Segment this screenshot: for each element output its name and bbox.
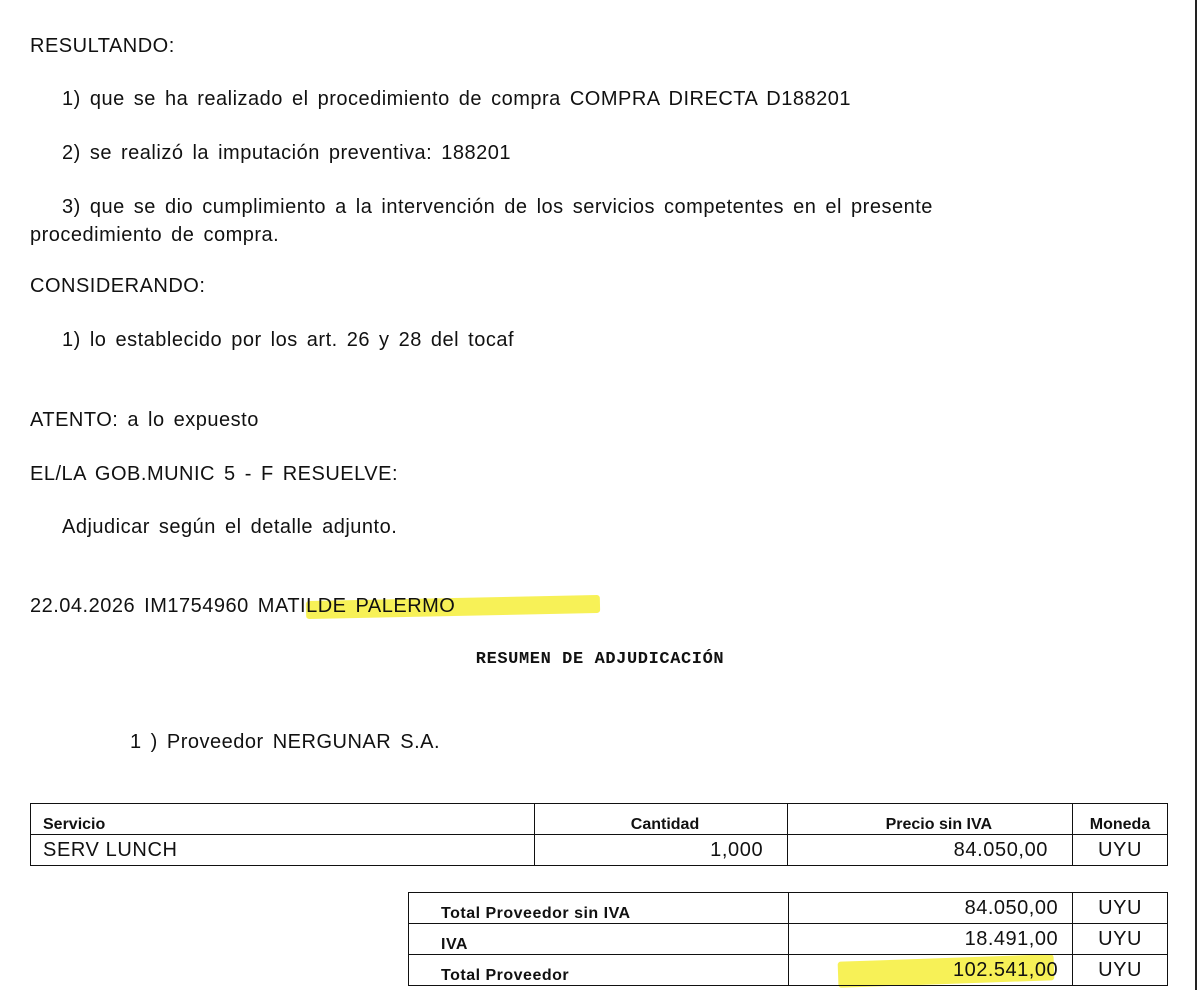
header-precio: Precio sin IVA bbox=[788, 804, 1073, 835]
resultando-item-1: 1) que se ha realizado el procedimiento de compra COMPRA DIRECTA D188201 bbox=[62, 88, 851, 110]
totals-label: Total Proveedor bbox=[409, 955, 789, 986]
resultando-heading: RESULTANDO: bbox=[30, 35, 175, 57]
totals-currency: UYU bbox=[1073, 955, 1168, 986]
header-moneda: Moneda bbox=[1073, 804, 1168, 835]
signature-name: MATILDE PALERMO bbox=[257, 595, 456, 617]
totals-amount: 102.541,00 bbox=[789, 955, 1073, 986]
totals-label: IVA bbox=[409, 924, 789, 955]
page-edge bbox=[1195, 0, 1197, 990]
resultando-item-2: 2) se realizó la imputación preventiva: 188201 bbox=[62, 142, 512, 164]
cell-servicio: SERV LUNCH bbox=[31, 835, 535, 866]
items-table bbox=[30, 803, 1168, 866]
cell-cantidad: 1,000 bbox=[535, 835, 788, 866]
provider-line: 1 ) Proveedor NERGUNAR S.A. bbox=[130, 731, 441, 753]
totals-currency: UYU bbox=[1073, 893, 1168, 924]
considerando-item-1: 1) lo establecido por los art. 26 y 28 del tocaf bbox=[62, 329, 515, 351]
resultando-item-3: 3) que se dio cumplimiento a la intervención de los servicios competentes en el presente bbox=[62, 196, 933, 218]
items-table-header-row bbox=[31, 804, 1168, 835]
totals-currency: UYU bbox=[1073, 924, 1168, 955]
totals-amount: 84.050,00 bbox=[789, 893, 1073, 924]
resuelve-line: EL/LA GOB.MUNIC 5 - F RESUELVE: bbox=[30, 463, 398, 485]
totals-amount: 18.491,00 bbox=[789, 924, 1073, 955]
header-cantidad: Cantidad bbox=[535, 804, 788, 835]
totals-label: Total Proveedor sin IVA bbox=[409, 893, 789, 924]
cell-moneda: UYU bbox=[1073, 835, 1168, 866]
signature-line bbox=[30, 595, 455, 618]
totals-table bbox=[408, 892, 1168, 986]
table-row bbox=[409, 924, 1168, 955]
summary-title: RESUMEN DE ADJUDICACIÓN bbox=[475, 650, 725, 669]
signature-prefix: 22.04.2026 IM1754960 bbox=[30, 595, 249, 617]
adjudicar-line: Adjudicar según el detalle adjunto. bbox=[62, 516, 398, 538]
atento-line: ATENTO: a lo expuesto bbox=[30, 409, 259, 431]
resultando-item-3-continuation: procedimiento de compra. bbox=[30, 224, 280, 246]
table-row bbox=[409, 955, 1168, 986]
header-servicio: Servicio bbox=[31, 804, 535, 835]
table-row bbox=[409, 893, 1168, 924]
considerando-heading: CONSIDERANDO: bbox=[30, 275, 206, 297]
cut-off-text-fragment bbox=[300, 0, 306, 9]
table-row bbox=[31, 835, 1168, 866]
cell-precio: 84.050,00 bbox=[788, 835, 1073, 866]
